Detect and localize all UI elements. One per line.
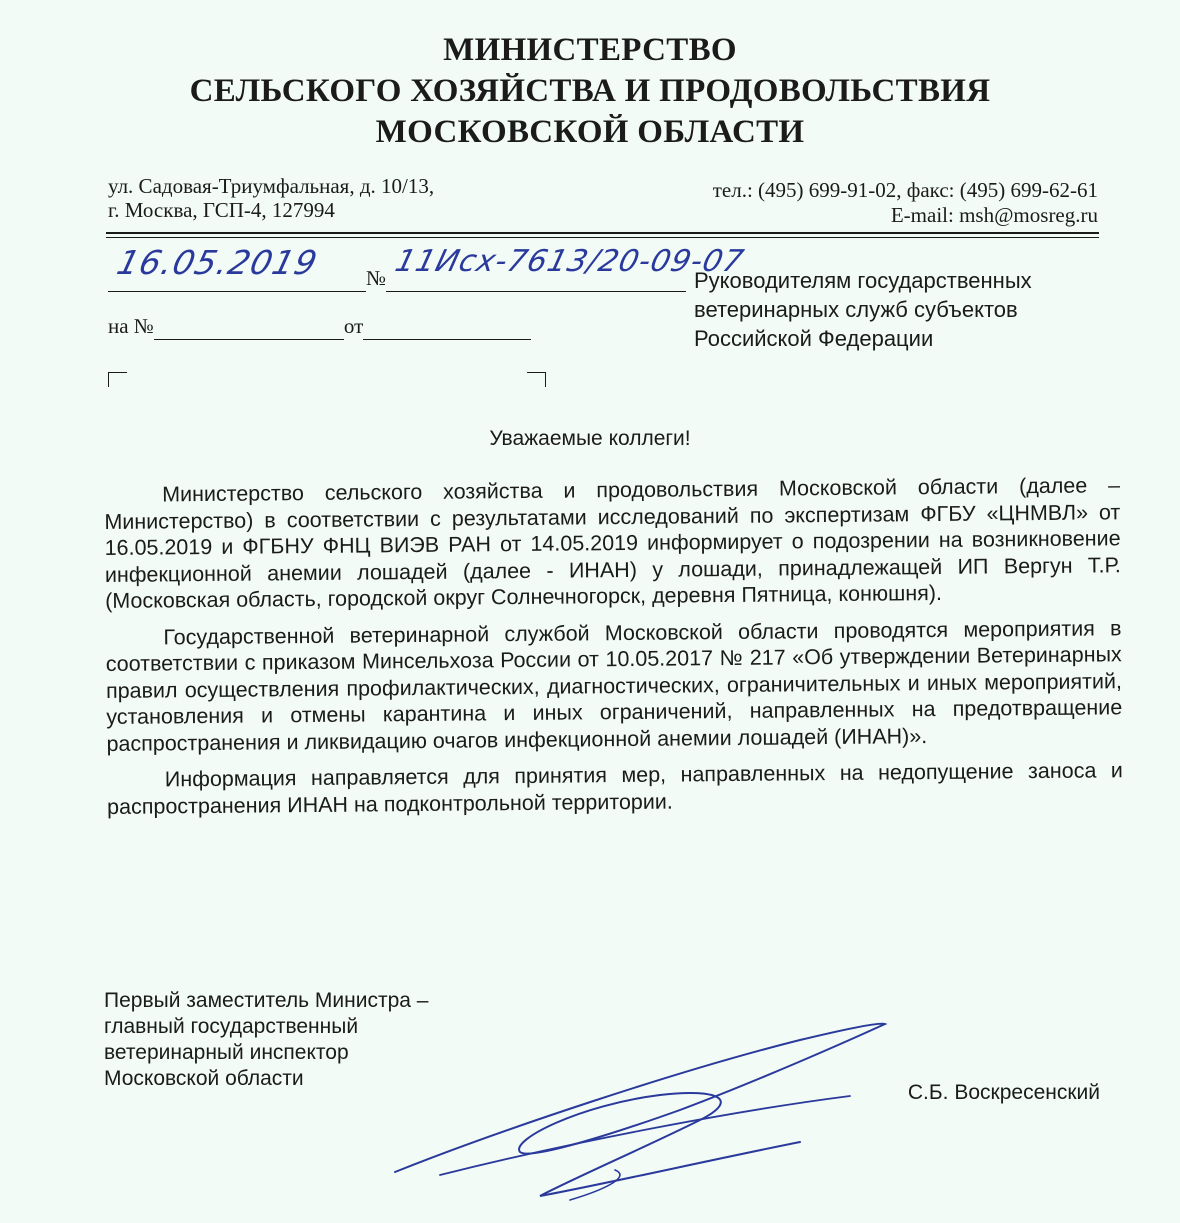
letterhead-line-3: МОСКОВСКОЙ ОБЛАСТИ [375,114,805,150]
subject-corner-left [108,372,127,387]
signer-name: С.Б. Воскресенский [907,1081,1100,1104]
signer-title-line-2: главный государственный [104,1015,359,1038]
reply-date-blank [363,314,531,340]
body-paragraph-1: Министерство сельского хозяйства и продовольствия Московской области (далее – Министерство) в соответствии с результатами исследований по экспертизам ФГБУ «ЦНМВЛ» от 16.05.2019 и ФГБНУ ФНЦ ВИЭВ РАН от 14.05.2019 информирует о подозрении на возникновение инфекционной анемии лошадей (далее - ИНАН) у лошади, принадлежащей ИП Вергун Т.Р. (Московская область, городской округ Солнечногорск, деревня Пятница, конюшня). [104,473,1121,613]
address-left [108,174,434,222]
from-label: от [343,314,364,338]
reply-number-blank [154,314,344,340]
handwritten-date: 16.05.2019 [113,243,322,282]
signer-title-line-1: Первый заместитель Министра – [104,989,429,1012]
address-phones: тел.: (495) 699-91-02, факс: (495) 699-62-61 [712,178,1098,202]
letterhead [0,30,1180,153]
signature-stroke-1 [395,1024,885,1196]
address-street: ул. Садовая-Триумфальная, д. 10/13, [108,174,435,198]
reply-to-registration [108,314,531,340]
number-sign: № [366,266,387,290]
letter-body [104,472,1123,830]
handwritten-signature [380,1000,900,1210]
body-paragraph-3: Информация направляется для принятия мер, направленных на недопущение заноса и распространения ИНАН на подконтрольной территории. [106,758,1123,819]
body-paragraph-2: Государственной ветеринарной службой Московской области проводятся мероприятия в соответствии с приказом Минсельхоза России от 10.05.2017 № 217 «Об утверждении Ветеринарных правил осуществления профилактических, диагностических, ограничительных и иных мероприятий, установления и отмены карантина и иных ограничений, направленных на предотвращение распространения и ликвидацию очагов инфекционной анемии лошадей (ИНАН)». [105,615,1123,756]
header-divider-thin [106,237,1099,238]
recipient-line-1: Руководителям государственных [694,268,1032,293]
recipient-line-3: Российской Федерации [694,326,934,351]
address-email: E-mail: msh@mosreg.ru [890,203,1098,227]
address-city: г. Москва, ГСП-4, 127994 [108,198,335,222]
recipient-block [694,266,1032,353]
salutation: Уважаемые коллеги! [489,427,691,450]
subject-corner-right [527,372,546,387]
signer-title-line-3: ветеринарный инспектор [104,1041,349,1064]
handwritten-number: 11Исх-7613/20-09-07 [391,244,748,279]
recipient-line-2: ветеринарных служб субъектов [694,297,1018,322]
signer-title-line-4: Московской области [104,1067,304,1090]
letterhead-line-1: МИНИСТЕРСТВО [443,32,737,68]
address-right [713,178,1098,228]
signature-stroke-2 [440,1096,850,1175]
reply-to-label: на № [108,314,154,338]
header-divider-thick [106,232,1099,234]
letterhead-line-2: СЕЛЬСКОГО ХОЗЯЙСТВА И ПРОДОВОЛЬСТВИЯ [189,73,991,109]
